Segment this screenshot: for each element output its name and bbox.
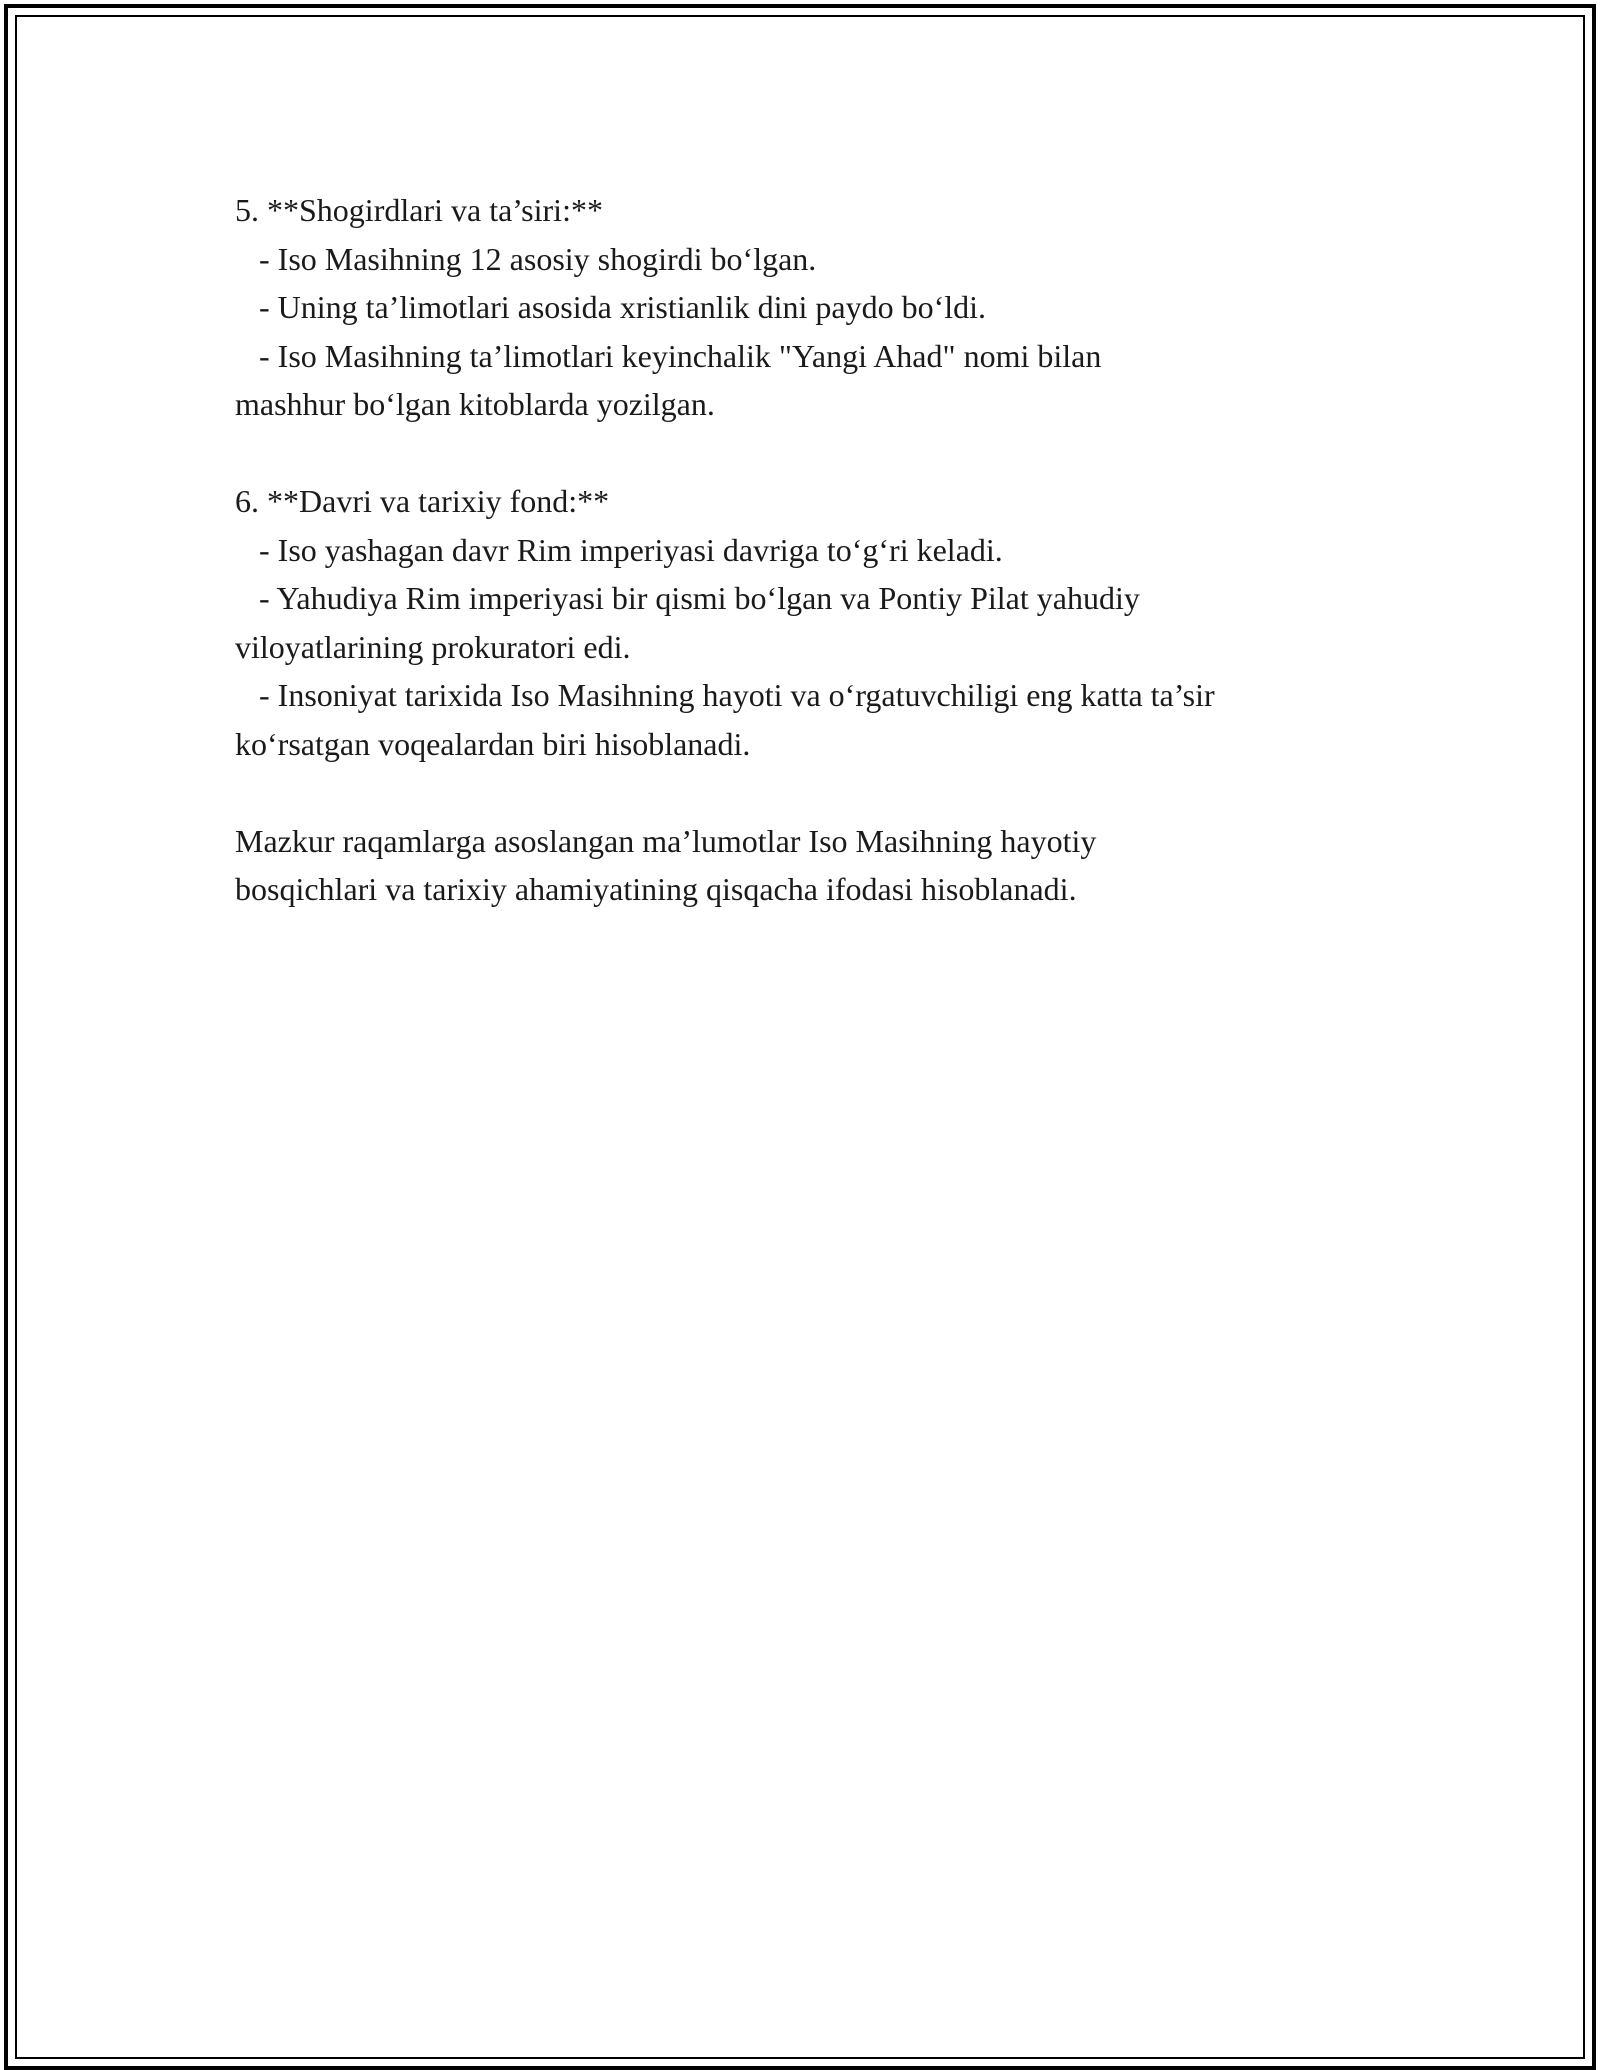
paragraph-spacer	[235, 768, 1405, 817]
list-item-continuation: mashhur bo‘lgan kitoblarda yozilgan.	[235, 386, 715, 422]
paragraph-line: Mazkur raqamlarga asoslangan ma’lumotlar Iso Masihning hayotiy	[235, 822, 1097, 859]
list-item: - Uning ta’limotlari asosida xristianlik dini paydo bo‘ldi.	[235, 289, 986, 325]
section-5	[235, 186, 1405, 429]
section-heading: 6. **Davri va tarixiy fond:**	[235, 483, 610, 519]
section-heading: 5. **Shogirdlari va ta’siri:**	[235, 192, 603, 228]
list-item: - Iso Masihning 12 asosiy shogirdi bo‘lgan.	[235, 240, 817, 277]
list-item-continuation: viloyatlarining prokuratori edi.	[235, 628, 631, 665]
list-item: - Yahudiya Rim imperiyasi bir qismi bo‘lgan va Pontiy Pilat yahudiy	[235, 580, 1140, 616]
paragraph-spacer	[235, 429, 1405, 478]
list-item: - Iso Masihning ta’limotlari keyinchalik "Yangi Ahad" nomi bilan	[235, 337, 1102, 374]
section-6	[235, 477, 1405, 768]
list-item-continuation: ko‘rsatgan voqealardan biri hisoblanadi.	[235, 725, 751, 762]
document-body	[235, 186, 1405, 914]
conclusion-paragraph	[235, 817, 1405, 914]
paragraph-line: bosqichlari va tarixiy ahamiyatining qisqacha ifodasi hisoblanadi.	[235, 871, 1077, 907]
list-item: - Iso yashagan davr Rim imperiyasi davriga to‘g‘ri keladi.	[235, 531, 1003, 568]
list-item: - Insoniyat tarixida Iso Masihning hayoti va o‘rgatuvchiligi eng katta ta’sir	[235, 677, 1215, 713]
